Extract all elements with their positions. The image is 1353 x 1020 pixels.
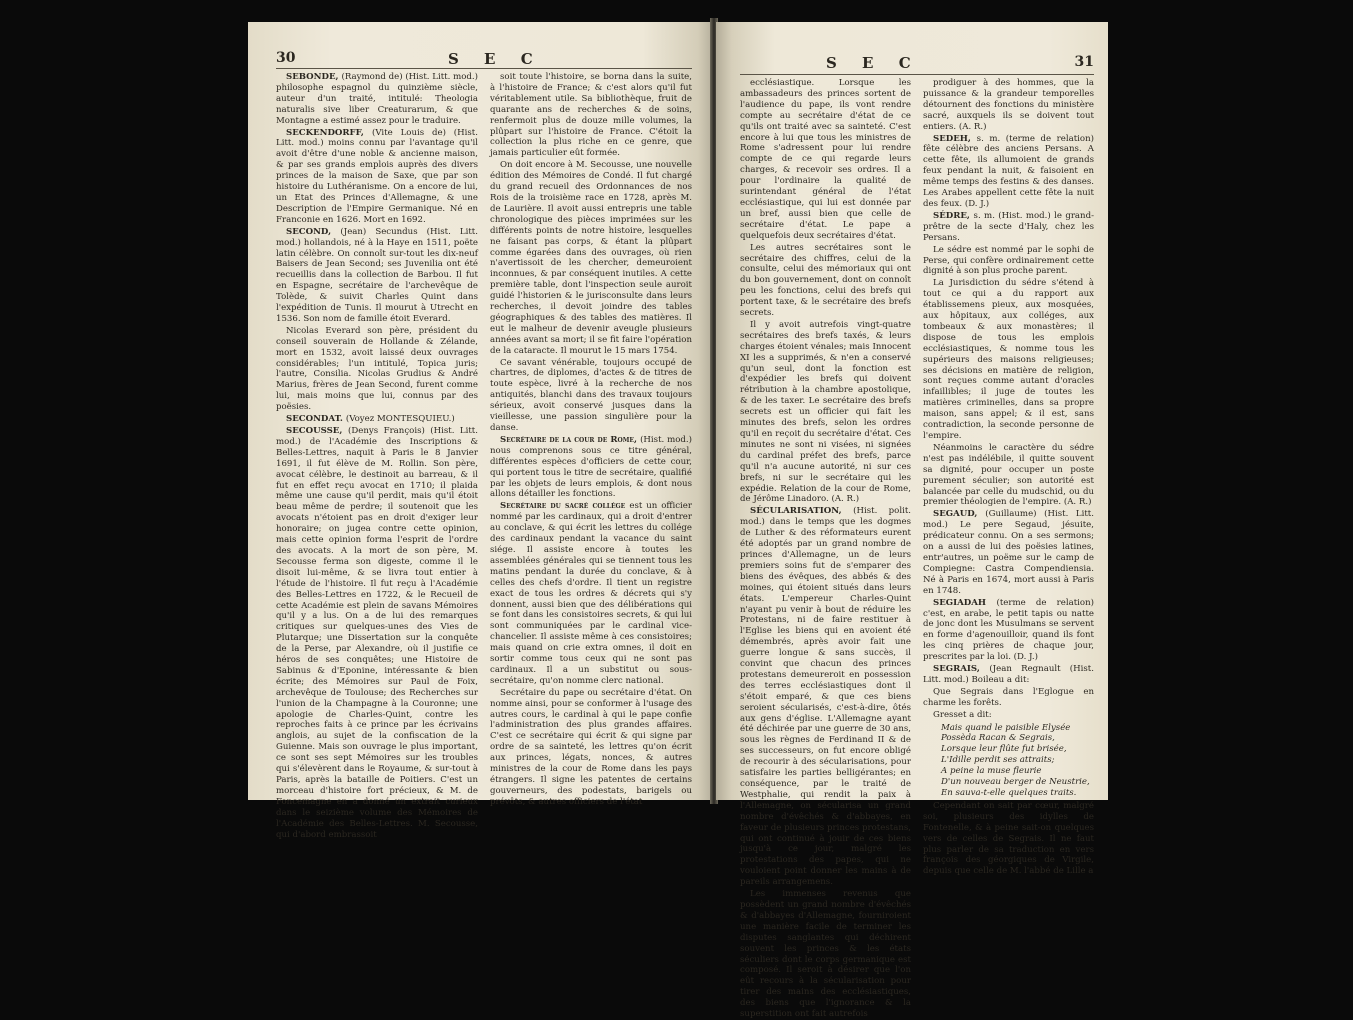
- entry-headword: SECONDAT.: [286, 414, 346, 425]
- article-paragraph: [740, 320, 911, 505]
- article-paragraph: [276, 72, 478, 127]
- entry-text: soit toute l'histoire, se borna dans la suite, à l'histoire de France; & c'est alors qu'il fut véritablement utile. Sa bibliothèque, fruit de quarante ans de recherches & de soins, renfermoit plus de douze mille volumes, la plûpart sur l'histoire de France. C'étoit la collection la plus riche en ce genre, que jamais particulier eût formée.: [490, 72, 692, 159]
- running-head-left: S E C: [448, 50, 543, 68]
- article-paragraph: [923, 598, 1094, 663]
- article-paragraph: [490, 435, 692, 500]
- article-paragraph: [923, 801, 1094, 877]
- entry-text: (Voyez MONTESQUIEU.): [345, 414, 455, 425]
- entry-headword: SÉCULARISATION,: [750, 506, 854, 517]
- article-paragraph: [923, 78, 1094, 133]
- entry-text: (terme de relation) c'est, en arabe, le petit tapis ou natte de jonc dont les Musulmans se servent en forme d'agenouilloir, quand ils font les cinq prières de chaque jour, prescrites par la loi. (D. J.): [923, 597, 1094, 663]
- running-head-right: S E C: [826, 54, 921, 72]
- entry-headword: SECOUSSE,: [286, 426, 349, 436]
- article-paragraph: [490, 688, 692, 808]
- entry-headword: Secrétaire du sacré collége: [500, 501, 630, 512]
- page-number-left: 30: [276, 50, 296, 66]
- entry-headword: SEGAUD,: [933, 509, 986, 520]
- entry-headword: SEDEH,: [933, 133, 977, 144]
- left-column-2: [490, 72, 692, 807]
- article-paragraph: [923, 134, 1094, 210]
- left-page: [248, 22, 712, 840]
- entry-text: Secrétaire du pape ou secrétaire d'état. On nomme ainsi, pour se conformer à l'usage des autres cours, le cardinal à qui le pape confie l'administration des plus grandes affaires. C'est ce secrétaire qui écrit & qui signe par ordre de sa sainteté, les lettres qu'on écrit aux princes, légats, nonces, & autres ministres de la cour de Rome dans les pays étrangers. Il signe les patentes de certains gouverneurs, des podestats, barigels ou prévôts, & autres officiers de l'état: [490, 687, 692, 807]
- entry-headword: SEGRAIS,: [933, 664, 990, 675]
- right-column-1: [740, 78, 911, 1020]
- verse-line: D'un nouveau berger de Neustrie,: [941, 777, 1090, 788]
- article-paragraph: [490, 160, 692, 356]
- entry-text: s. m. (terme de relation) fête célèbre des anciens Persans. A cette fête, ils allumoient de grands feux pendant la nuit, & faisoient en même temps des festins & des danses. Les Arabes appellent cette fête la nuit des feux. (D. J.): [923, 133, 1094, 209]
- article-paragraph: [276, 426, 478, 840]
- entry-text: Gresset a dit:: [933, 709, 992, 720]
- right-column-2: [923, 78, 1094, 877]
- right-page: [716, 22, 1108, 1020]
- entry-text: (Denys François) (Hist. Litt. mod.) de l'Académie des Inscriptions & Belles-Lettres, naquit à Paris le 8 Janvier 1691, il fut élève de M. Rollin. Son père, avocat célèbre, le destinoit au barreau, & il fut en effet reçu avocat en 1710; il plaida même une cause qu'il perdit, mais qu'il étoit beau même de perdre; il soutenoit que les avocats n'étoient pas en droit d'exiger leur honoraire; on jugea contre cette opinion, mais cette opinion forma l'esprit de l'ordre des avocats. A la mort de son père, M. Secousse ferma son digeste, comme il le disoit lui-même, & se livra tout entier à l'étude de l'histoire. Il fut reçu à l'Académie des Belles-Lettres en 1722, & le Recueil de cette Académie est plein de savans Mémoires qu'il y a lus. On a de lui des remarques critiques sur quelques-unes des Vies de Plutarque; une Dissertation sur la conquête de la Perse, par Alexandre, où il justifie ce héros de ses conquêtes; une Histoire de Sabinus & d'Eponine, intéressante & bien écrite; des Mémoires sur Paul de Foix, archevêque de Toulouse; des Recherches sur l'union de la Champagne à la Couronne; une apologie de Charles-Quint, contre les reproches faits à ce prince par les écrivains anglois, au sujet de la confiscation de la Guienne. Mais son ouvrage le plus important, ce sont ses sept Mémoires sur les troubles qui s'élevèrent dans le Royaume, & sur-tout à Paris, après la bataille de Poitiers. C'est un morceau d'histoire fort précieux, & M. de Foncemagne en a donné un extrait curieux dans le seizième volume des Mémoires de l'Académie des Belles-Lettres. M. Secousse, qui d'abord embrassoit: [276, 426, 478, 840]
- verse-line: A peine la muse fleurie: [941, 766, 1042, 777]
- header-rule-right: [740, 74, 1094, 75]
- verse-line: Mais quand le paisible Elysée: [941, 722, 1071, 733]
- article-paragraph: [923, 509, 1094, 596]
- entry-text: Le sédre est nommé par le sophi de Perse, qui confère ordinairement cette dignité à son plus proche parent.: [923, 244, 1094, 277]
- entry-text: (Vite Louis de) (Hist. Litt. mod.) moins connu par l'avantage qu'il avoit d'être d'une noble & ancienne maison, & par ses grands emplois auprès des divers princes de la maison de Saxe, que par son histoire du Luthéranisme. On a encore de lui, un Etat des Princes d'Allemagne, & une Description de l'Empire Germanique. Né en Franconie en 1626. Mort en 1692.: [276, 127, 478, 225]
- verse-line: Lorsque leur flûte fut brisée,: [941, 744, 1067, 755]
- article-paragraph: [276, 326, 478, 413]
- article-paragraph: [276, 227, 478, 325]
- verse-line: Possèda Racan & Segrais,: [941, 733, 1055, 744]
- article-paragraph: [276, 128, 478, 226]
- entry-text: s. m. (Hist. mod.) le grand-prêtre de la secte d'Haly, chez les Persans.: [923, 210, 1094, 243]
- article-paragraph: [490, 501, 692, 686]
- entry-text: (Guillaume) (Hist. Litt. mod.) Le pere Segaud, jésuite, prédicateur connu. On a ses sermons; on a aussi de lui des poësies latines, entr'autres, un poëme sur le camp de Compiegne: Castra Compendiensia. Né à Paris en 1674, mort aussi à Paris en 1748.: [923, 509, 1094, 596]
- article-paragraph: [923, 687, 1094, 709]
- entry-text: On doit encore à M. Secousse, une nouvelle édition des Mémoires de Condé. Il fut chargé du grand recueil des Ordonnances de nos Rois de la troisième race en 1728, après M. de Laurière. Il avoit aussi entrepris une table chronologique des pièces imprimées sur les différents points de notre histoire, lesquelles ne faisant pas corps, & étant la plûpart comme égarées dans des ouvrages, où rien n'avertissoit de les chercher, demeuroient inconnues, & par conséquent inutiles. A cette première table, dont l'inspection seule auroit guidé l'historien & le jurisconsulte dans leurs recherches, il devoit joindre des tables géographiques & des tables des matières. Il eut le malheur de devenir aveugle plusieurs années avant sa mort; il se fit faire l'opération de la cataracte. Il mourut le 15 mars 1754.: [490, 160, 692, 356]
- article-paragraph: [923, 211, 1094, 244]
- verse-quotation: [941, 723, 1094, 799]
- header-rule-left: [276, 68, 692, 69]
- entry-text: (Hist. mod.) nous comprenons sous ce titre général, différentes espèces d'officiers de cette cour, qui portent tous le titre de secrétaire, qualifié par les objets de leurs emplois, & dont nous allons détailler les fonctions.: [490, 434, 692, 500]
- article-paragraph: [923, 278, 1094, 442]
- entry-text: Que Segrais dans l'Eglogue en charme les forêts.: [923, 686, 1094, 708]
- entry-headword: SECOND,: [286, 226, 341, 237]
- entry-text: Les immenses revenus que possèdent un grand nombre d'évêchés & d'abbayes d'Allemagne, fourniroient une manière facile de terminer les disputes sanglantes qui déchirent souvent les princes & les états séculiers dont le corps germanique est composé. Il seroit à désirer que l'on eût recours à la sécularisation pour tirer des mains des ecclésiastiques, des biens que l'ignorance & la superstition ont fait autrefois: [740, 889, 911, 1020]
- article-paragraph: [740, 506, 911, 888]
- article-paragraph: [923, 443, 1094, 508]
- left-column-1: [276, 72, 478, 840]
- entry-text: Il y avoit autrefois vingt-quatre secrétaires des brefs taxés, & leurs charges étoient vénales; mais Innocent XI les a supprimés, & n'en a conservé qu'un seul, dont la fonction est d'expédier les brefs qui doivent rétribution à la chambre apostolique, & de les taxer. Le secrétaire des brefs secrets est un officier qui fait les minutes des brefs, selon les ordres qu'il en reçoit du secrétaire d'état. Ces minutes ne sont ni visées, ni signées du cardinal préfet des brefs, parce qu'il n'a aucune autorité, ni sur ces brefs, ni sur le secrétaire qui les expédie. Relation de la cour de Rome, de Jérôme Linadoro. (A. R.): [740, 319, 911, 505]
- entry-headword: SEBONDE,: [286, 72, 342, 82]
- article-paragraph: [923, 710, 1094, 721]
- entry-text: Nicolas Everard son père, président du conseil souverain de Hollande & Zélande, mort en 1532, avoit laissé deux ouvrages considérables; l'un intitulé, Topica juris; l'autre, Consilia. Nicolas Grudius & André Marius, frères de Jean Second, furent comme lui, mais moins que lui, connus par des poësies.: [276, 325, 478, 413]
- entry-text: est un officier nommé par les cardinaux, qui a droit d'entrer au conclave, & qui écrit les lettres du collége des cardinaux pendant la vacance du saint siége. Il assiste encore à toutes les assemblées générales qui se tiennent tous les matins pendant la durée du conclave, & à celles des chefs d'ordre. Il tient un registre exact de tous les ordres & décrets qui s'y donnent, aussi bien que des délibérations qui se font dans les consistoires secrets, & qui lui sont communiquées par le cardinal vice-chancelier. Il assiste même à ces consistoires; mais quand on crie extra omnes, il doit en sortir comme tous ceux qui ne sont pas cardinaux. Il a un substitut ou sous-secrétaire, qu'on nomme clerc national.: [490, 501, 692, 686]
- article-paragraph: [740, 889, 911, 1020]
- page-number-right: 31: [1074, 54, 1094, 70]
- entry-text: Cependant on sait par cœur, malgré soi, plusieurs des idylles de Fontenelle, & à peine sait-on quelques vers de celles de Segrais. Il ne faut plus parler de sa traduction en vers françois des géorgiques de Virgile, depuis que celle de M. l'abbé de Lille a: [923, 800, 1094, 877]
- article-paragraph: [923, 664, 1094, 686]
- entry-text: (Raymond de) (Hist. Litt. mod.) philosophe espagnol du quinzième siècle, auteur d'un traité, intitulé: Theologia naturalis sive liber Creaturarum, & que Montagne a estimé assez pour le traduire.: [276, 72, 478, 126]
- entry-text: Néanmoins le caractère du sédre n'est pas indélébile, il quitte souvent sa dignité, pour occuper un poste purement séculier; son autorité est balancée par celle du mudschid, ou du premier théologien de l'empire. (A. R.): [923, 442, 1094, 508]
- article-paragraph: [490, 72, 692, 159]
- entry-text: prodiguer à des hommes, que la puissance & la grandeur temporelles détournent des fonctions du ministère sacré, auxquels ils se doivent tout entiers. (A. R.): [923, 78, 1094, 132]
- verse-line: En sauva-t-elle quelques traits.: [941, 788, 1077, 798]
- entry-text: Les autres secrétaires sont le secrétaire des chiffres, celui de la consulte, celui des mémoriaux qui ont du bon gouvernement, dont on connoît peu les fonctions, celui des brefs qui portent taxe, & le secrétaire des brefs secrets.: [740, 242, 911, 319]
- entry-text: Ce savant vénérable, toujours occupé de chartres, de diplomes, d'actes & de titres de toute espèce, livré à la recherche de nos antiquités, blanchi dans des travaux toujours sérieux, avoit conservé jusques dans la vieillesse, une passion singulière pour la danse.: [490, 357, 692, 433]
- article-paragraph: [740, 78, 911, 242]
- entry-text: La Jurisdiction du sédre s'étend à tout ce qui a du rapport aux établissemens pieux, aux mosquées, aux hôpitaux, aux colléges, aux tombeaux & aux monastères; il dispose de tous les emplois ecclésiastiques, & nomme tous les supérieurs des maisons religieuses; ses décisions en matière de religion, sont reçues comme autant d'oracles infaillibles; il juge de toutes les matières criminelles, dans sa propre maison, sans appel; & il est, sans contradiction, la seconde personne de l'empire.: [923, 278, 1094, 441]
- entry-text: (Jean) Secundus (Hist. Litt. mod.) hollandois, né à la Haye en 1511, poëte latin célèbre. On connoît sur-tout les dix-neuf Baisers de Jean Second; ses Juvenilia ont été recueillis dans la collection de Barbou. Il fut en Espagne, secrétaire de l'archevêque de Tolède, & suivit Charles Quint dans l'expédition de Tunis. Il mourut à Utrecht en 1536. Son nom de famille étoit Everard.: [276, 226, 478, 324]
- article-paragraph: [490, 358, 692, 434]
- entry-text: (Jean Regnault (Hist. Litt. mod.) Boileau a dit:: [923, 664, 1094, 685]
- article-paragraph: [923, 245, 1094, 278]
- entry-headword: SÉDRE,: [933, 210, 974, 221]
- entry-headword: SECKENDORFF,: [286, 127, 373, 138]
- entry-headword: SEGIADAH: [933, 597, 997, 608]
- article-paragraph: [740, 243, 911, 319]
- verse-line: L'Idille perdit ses attraits;: [941, 755, 1055, 766]
- article-paragraph: [276, 414, 478, 425]
- entry-text: (Hist. polit. mod.) dans le temps que les dogmes de Luther & des réformateurs eurent été adoptés par un grand nombre de princes d'Allemagne, un de leurs premiers soins fut de s'emparer des biens des évêques, des abbés & des moines, qui étoient situés dans leurs états. L'empereur Charles-Quint n'ayant pu venir à bout de réduire les Protestans, ni de faire restituer à l'Eglise les biens qui en avoient été démembrés, après avoir fait une guerre longue & sans succès, il convint que chacun des princes protestans demeureroit en possession des terres ecclésiastiques dont il s'étoit emparé, & que ces biens seroient sécularisés, c'est-à-dire, ôtés aux gens d'église. L'Allemagne ayant été déchirée par une guerre de 30 ans, sous les règnes de Ferdinand II & de ses successeurs, on fut encore obligé de recourir à des sécularisations, pour satisfaire les parties belligérantes; en conséquence, par le traité de Westphalie, qui rendit la paix à l'Allemagne, on sécularisa un grand nombre d'évêchés & d'abbayes, en faveur de plusieurs princes protestans, qui ont continué à jouir de ces biens jusqu'à ce jour, malgré les protestations des papes, qui ne vouloient point donner les mains à de pareils arrangemens.: [740, 506, 911, 888]
- entry-headword: Secrétaire de la cour de Rome,: [500, 434, 641, 445]
- entry-text: ecclésiastique. Lorsque les ambassadeurs des princes sortent de l'audience du pape, ils vont rendre compte au secrétaire d'état de ce qu'ils ont traité avec sa sainteté. C'est encore à lui que tous les ministres de Rome s'adressent pour lui rendre compte de ce qui regarde leurs charges, & recevoir ses ordres. Il a pour l'ordinaire la qualité de surintendant général de l'état ecclésiastique, qui lui est donnée par un bref, aussi bien que celle de secrétaire d'état. Le pape a quelquefois deux secrétaires d'état.: [740, 78, 911, 241]
